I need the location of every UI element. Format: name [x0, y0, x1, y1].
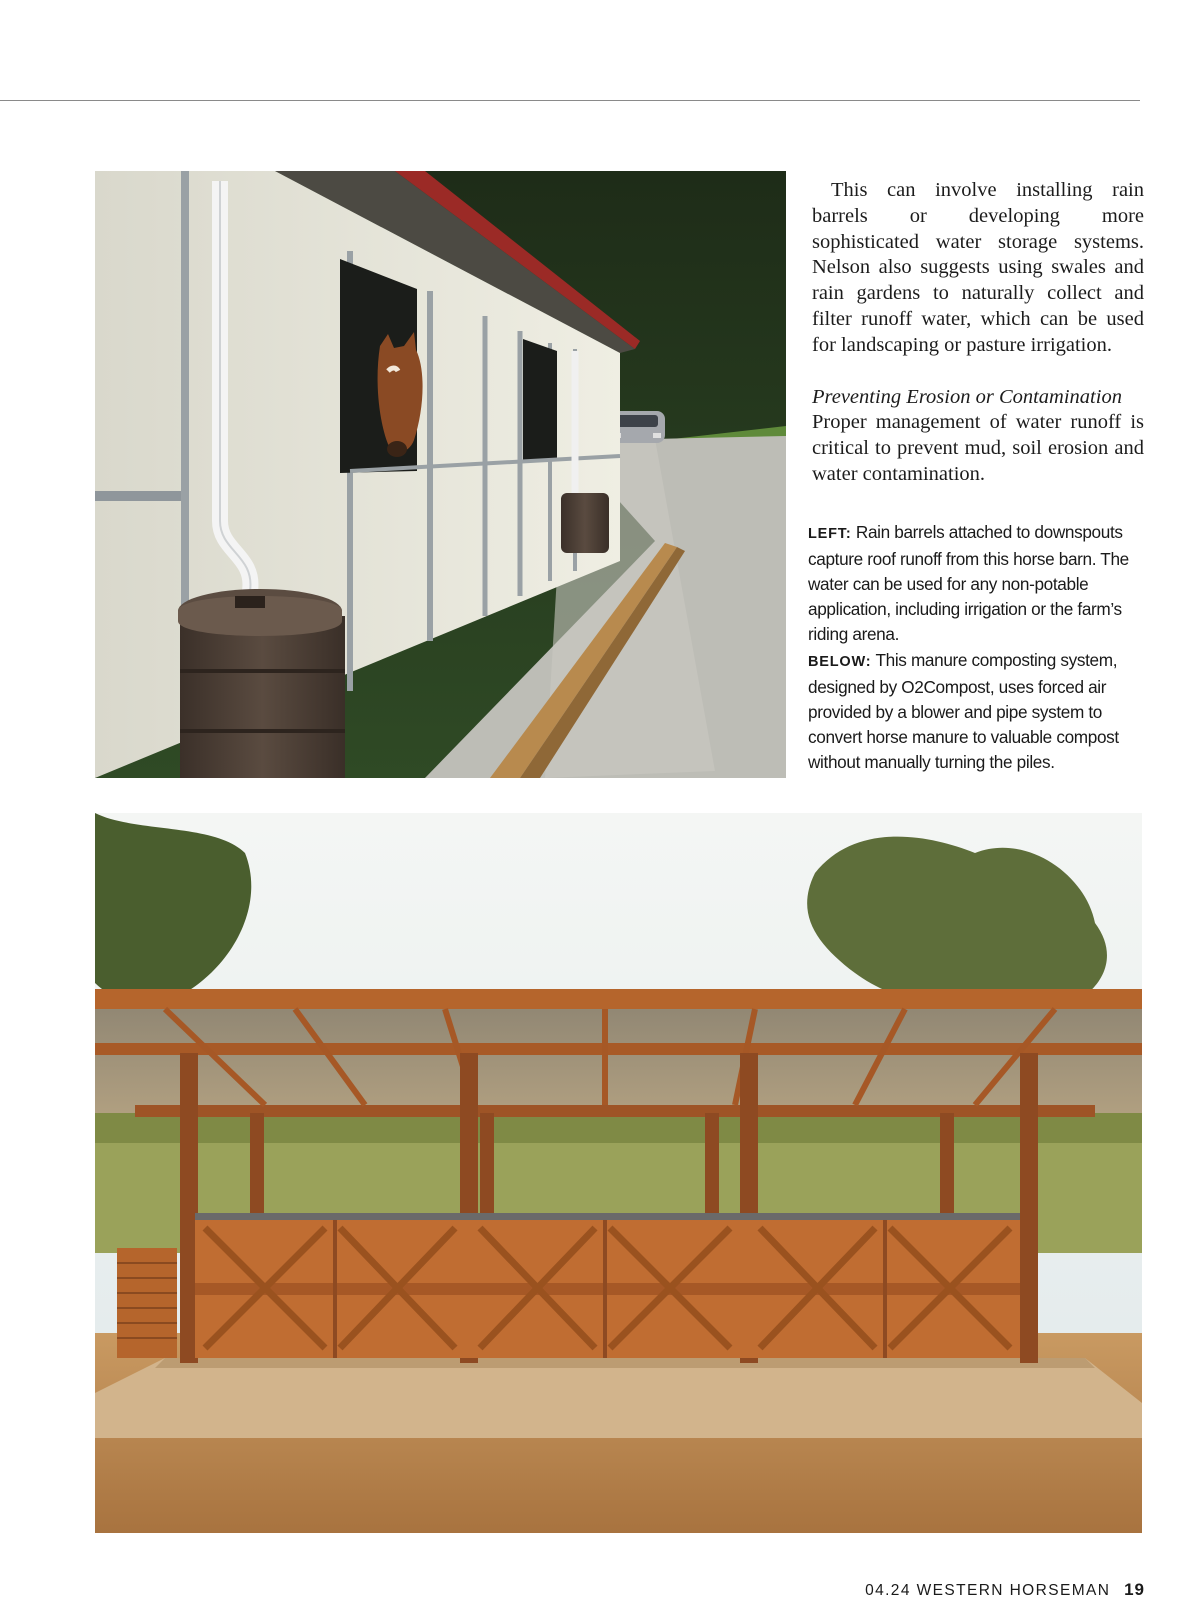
compost-shed-photo — [95, 813, 1142, 1533]
caption-below-lead: BELOW: — [808, 654, 872, 670]
magazine-name: WESTERN HORSEMAN — [916, 1582, 1111, 1599]
horse-barn-rain-barrel-photo — [95, 171, 786, 778]
body-paragraph-1: This can involve installing rain barrels or developing more sophisticated water storage systems. Nelson also suggests using swales and rain gardens to naturally collect and filter runoff water, which can be used for landscaping or pasture irrigation. — [812, 179, 1144, 356]
page-folio — [865, 1580, 1145, 1600]
caption-below — [808, 648, 1148, 775]
caption-left — [808, 520, 1148, 647]
caption-below-text: This manure composting system, designed by O2Compost, uses forced air provided by a blower and pipe system to convert horse manure to valuable compost without manually turning the piles. — [808, 650, 1119, 772]
issue-date: 04.24 — [865, 1582, 911, 1599]
subhead: Preventing Erosion or Contamination — [812, 385, 1122, 408]
body-paragraph-2: Proper management of water runoff is critical to prevent mud, soil erosion and water contamination. — [812, 411, 1144, 485]
caption-left-lead: LEFT: — [808, 526, 852, 542]
rain-barrel — [178, 589, 345, 778]
page-number: 19 — [1124, 1580, 1145, 1599]
header-rule — [0, 100, 1140, 101]
caption-left-text: Rain barrels attached to downspouts capture roof runoff from this horse barn. The water can be used for any non-potable application, including irrigation or the farm’s riding arena. — [808, 522, 1129, 644]
article-text — [812, 178, 1144, 488]
